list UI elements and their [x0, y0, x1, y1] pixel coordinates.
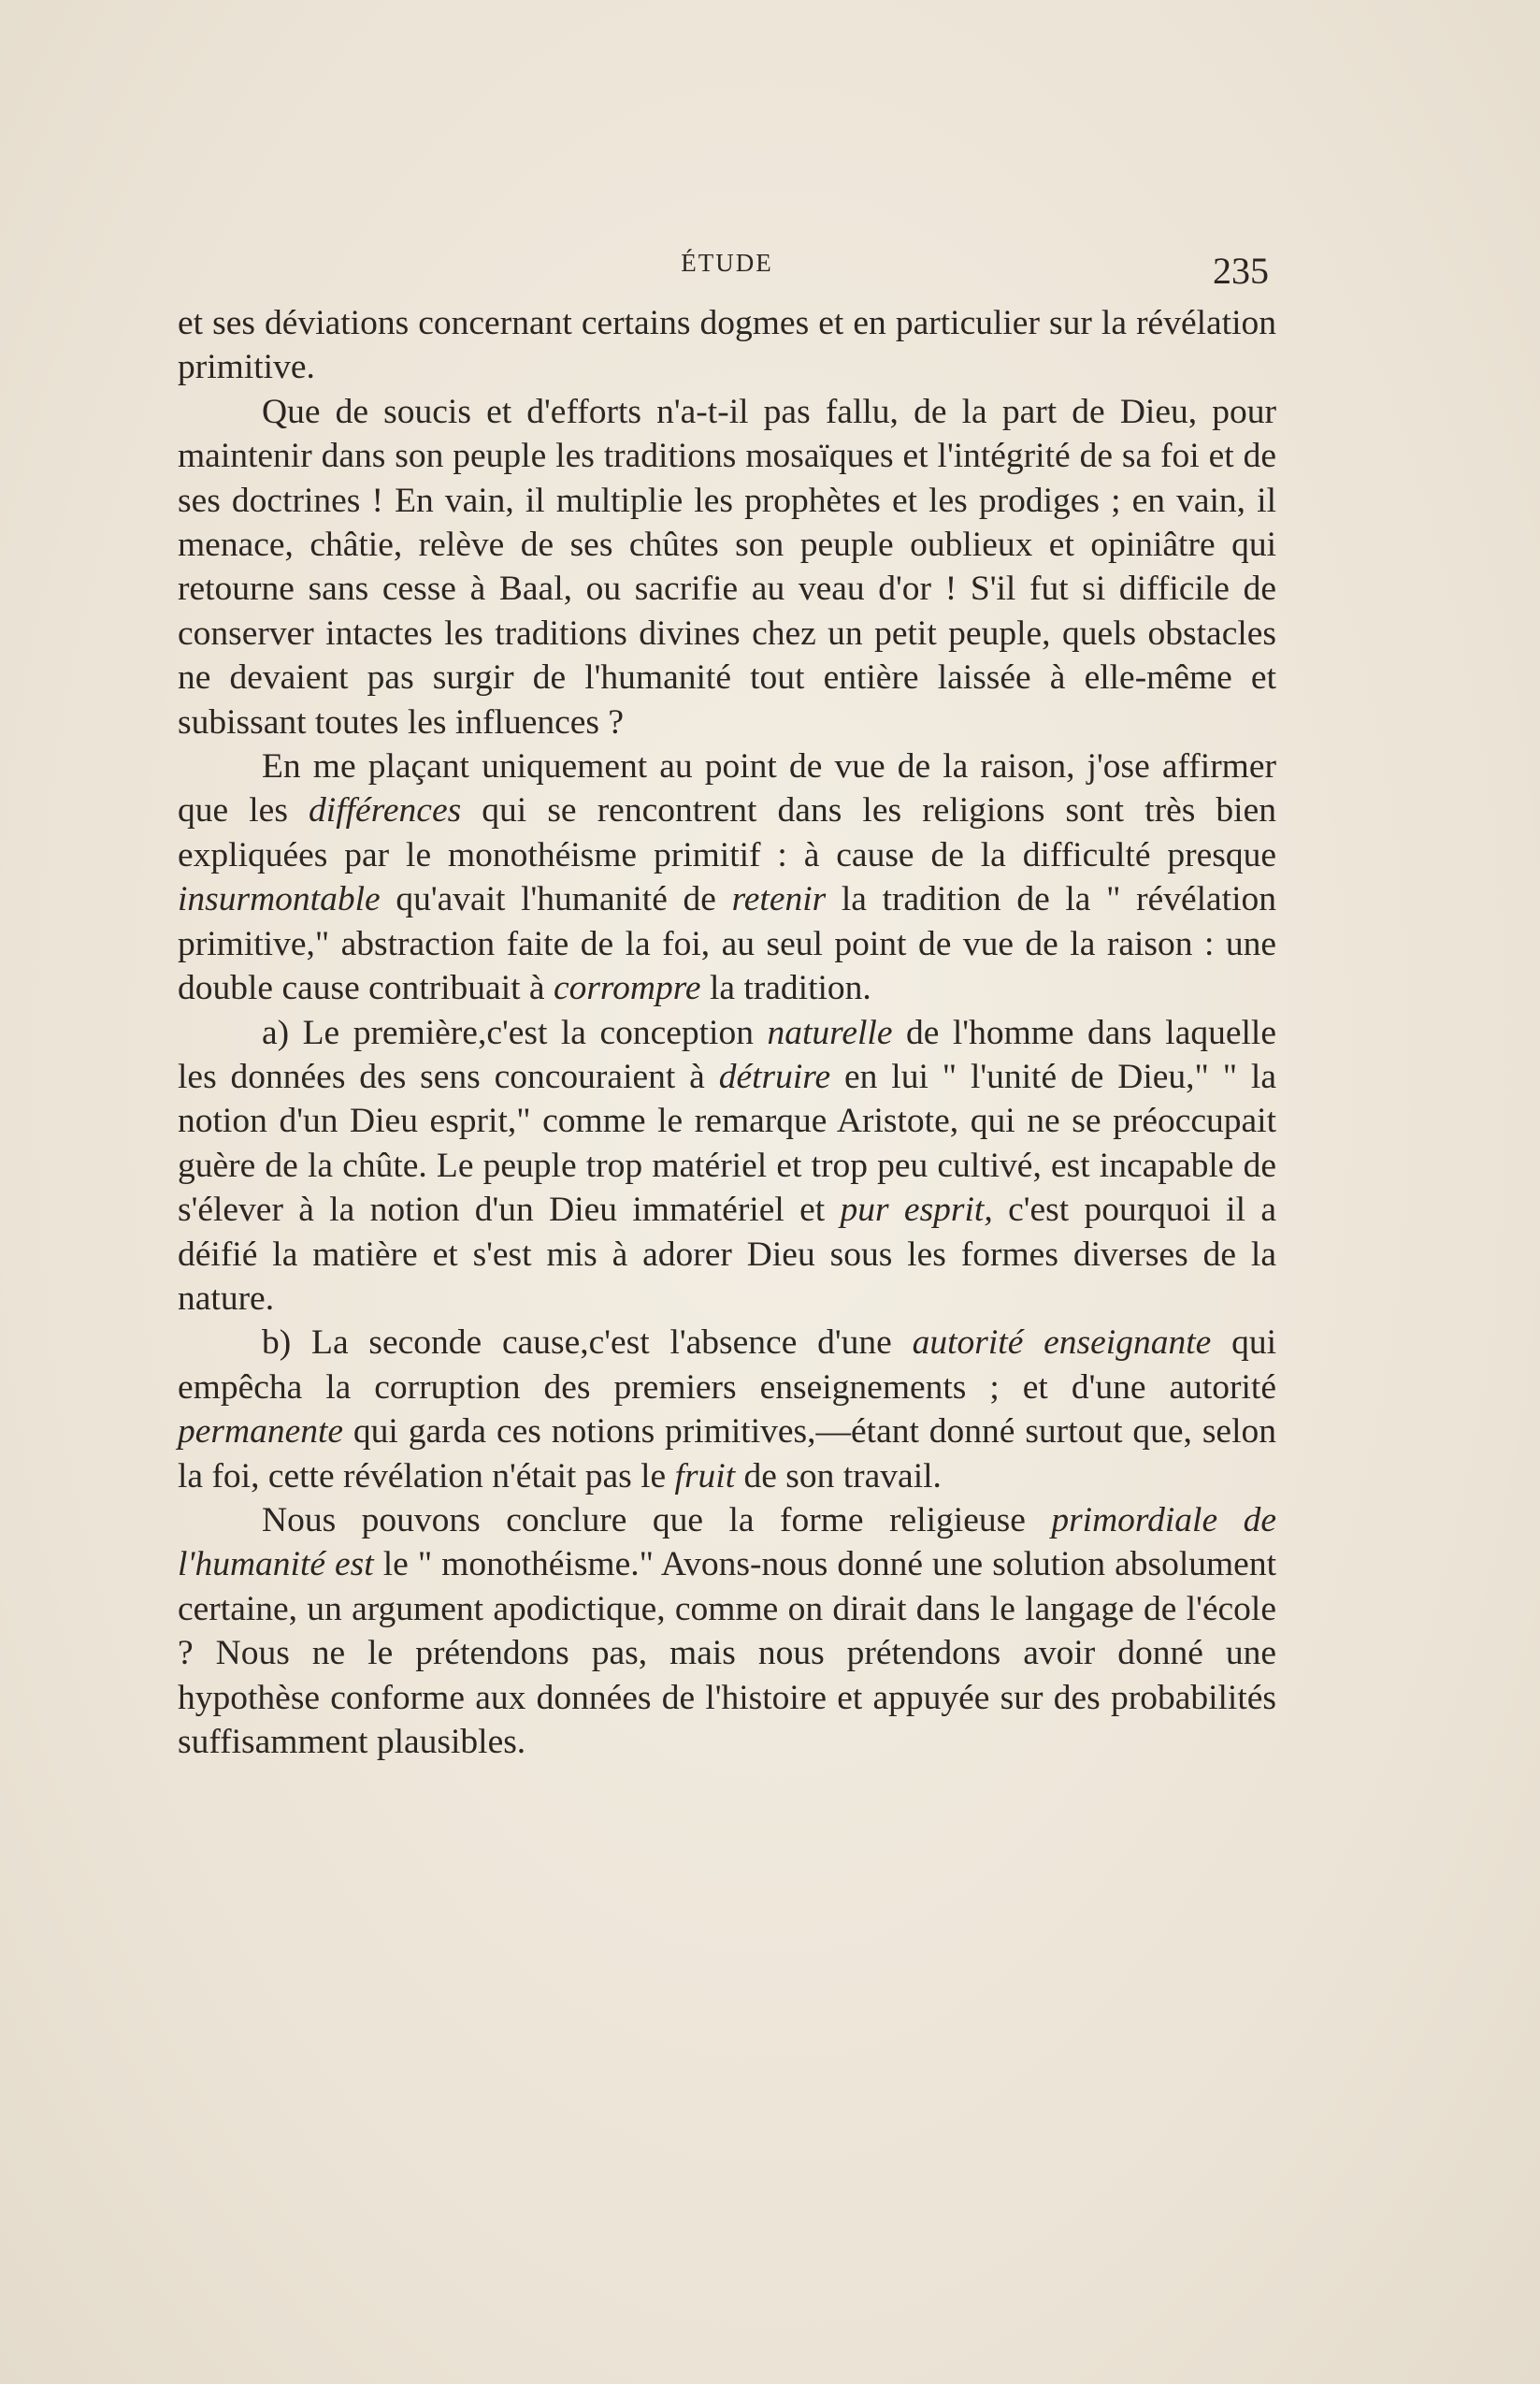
paragraph: [178, 744, 1276, 1010]
text-run: En me plaçant uniquement au point de vue de la raison, j'ose affirmer que les: [178, 747, 1276, 831]
text-run: a) Le première,c'est la conception: [262, 1013, 768, 1052]
italic-text: primordiale de l'humanité est: [178, 1500, 1277, 1584]
text-run: Nous pouvons conclure que la forme religieuse: [262, 1500, 1052, 1539]
text-run: en lui " l'unité de Dieu," " la notion d'un Dieu esprit," comme le remarque Aristote, qui ne se préoccupait guère de la chûte. Le peuple trop matériel et trop peu cultivé, est incapable de s'élever à la notion d'un Dieu immatériel et: [178, 1057, 1277, 1230]
italic-text: insurmontable: [178, 880, 381, 919]
text-run: le " monothéisme." Avons-nous donné une solution absolument certaine, un argument apodictique, comme on dirait dans le langage de l'école ? Nous ne le prétendons pas, mais nous prétendons avoir donné une hypothèse conforme aux données de l'histoire et appuyée sur des probabilités suffisamment plausibles.: [178, 1545, 1276, 1761]
italic-text: retenir: [731, 880, 827, 919]
italic-text: corrompre: [553, 969, 701, 1008]
text-run: qui garda ces notions primitives,—étant donné surtout que, selon la foi, cette révélation n'était pas le: [178, 1412, 1276, 1495]
text-run: de son travail.: [735, 1456, 942, 1495]
text-run: la tradition de la " révélation primitive," abstraction faite de la foi, au seul point de vue de la raison : une double cause contribuait à: [178, 880, 1277, 1008]
text-run: de l'homme dans laquelle les données des sens concouraient à: [178, 1013, 1276, 1096]
paragraph: [178, 301, 1276, 390]
text-run: qui se rencontrent dans les religions sont très bien expliquées par le monothéisme primitif : à cause de la difficulté presque: [178, 791, 1276, 874]
body-text: [178, 301, 1276, 1764]
paragraph: [178, 1011, 1276, 1322]
text-run: b) La seconde cause,c'est l'absence d'une: [262, 1323, 913, 1363]
italic-text: différences: [309, 791, 462, 831]
text-run: la tradition.: [700, 969, 871, 1008]
paragraph: [178, 1321, 1276, 1498]
text-run: qu'avait l'humanité de: [380, 880, 732, 919]
running-title: ÉTUDE: [681, 249, 773, 277]
text-run: c'est pourquoi il a déifié la matière et s'est mis à adorer Dieu sous les formes diverses de la nature.: [178, 1191, 1276, 1318]
text-run: qui empêcha la corruption des premiers enseignements ; et d'une autorité: [178, 1323, 1277, 1407]
page-number: 235: [1213, 250, 1269, 292]
paragraph: [178, 390, 1276, 744]
running-head: [178, 245, 1276, 301]
book-page: [178, 245, 1276, 1764]
italic-text: permanente: [178, 1412, 344, 1452]
text-run: et ses déviations concernant certains dogmes et en particulier sur la révélation primitive.: [178, 304, 1276, 387]
italic-text: pur esprit,: [840, 1191, 993, 1230]
italic-text: détruire: [718, 1057, 831, 1096]
paragraph: [178, 1498, 1276, 1764]
text-run: Que de soucis et d'efforts n'a-t-il pas fallu, de la part de Dieu, pour maintenir dans son peuple les traditions mosaïques et l'intégrité de sa foi et de ses doctrines ! En vain, il multiplie les prophètes et les prodiges ; en vain, il menace, châtie, relève de ses chûtes son peuple oublieux et opiniâtre qui retourne sans cesse à Baal, ou sacrifie au veau d'or ! S'il fut si difficile de conserver intactes les traditions divines chez un petit peuple, quels obstacles ne devaient pas surgir de l'humanité tout entière laissée à elle-même et subissant toutes les influences ?: [178, 392, 1276, 742]
italic-text: naturelle: [767, 1013, 893, 1052]
italic-text: autorité enseignante: [912, 1323, 1212, 1363]
italic-text: fruit: [674, 1456, 736, 1495]
